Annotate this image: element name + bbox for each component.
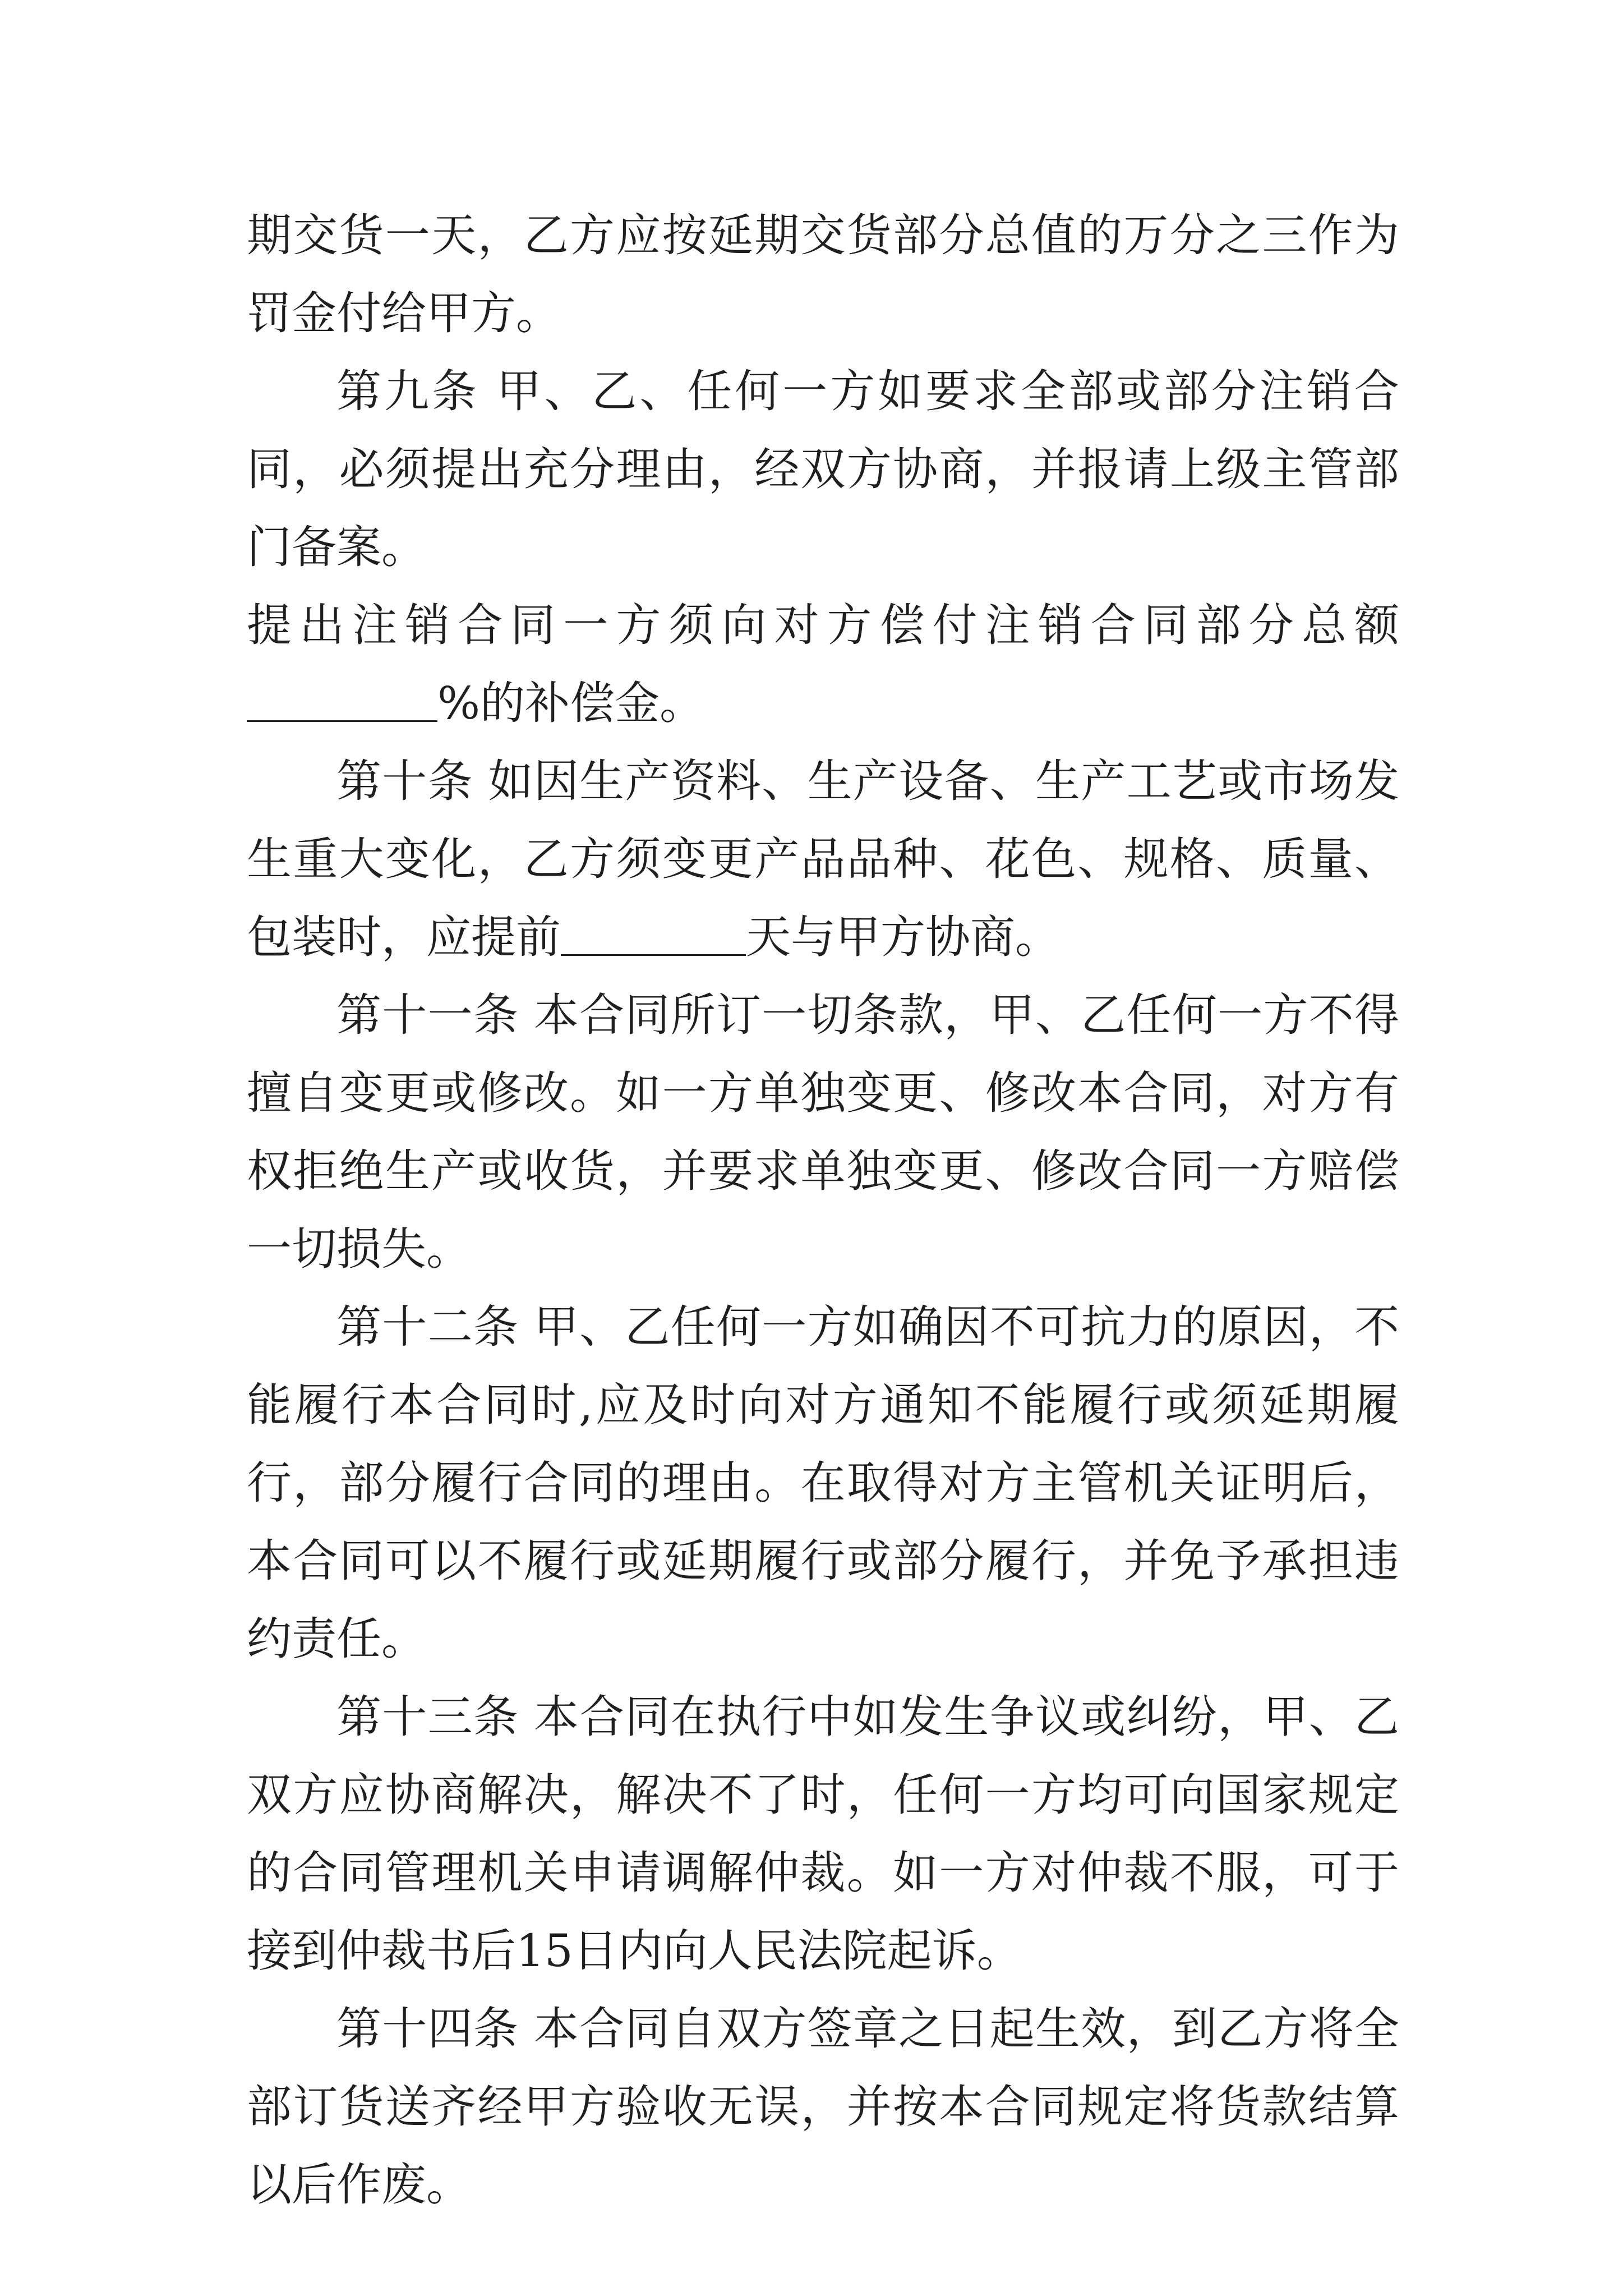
article-10-tail: 天与甲方协商。: [746, 911, 1060, 963]
article-9-compensation-line: 提出注销合同一方须向对方偿付注销合同部分总额: [247, 599, 1399, 651]
paragraph-article-11: 第十一条 本合同所订一切条款，甲、乙任何一方不得擅自变更或修改。如一方单独变更、修改本合同，对方有权拒绝生产或收货，并要求单独变更、修改合同一方赔偿一切损失。: [247, 989, 1399, 1275]
article-9-text: 第九条 甲、乙、任何一方如要求全部或部分注销合同，必须提出充分理由，经双方协商，并报请上级主管部门备案。: [247, 365, 1399, 573]
paragraph-delivery-penalty: 期交货一天，乙方应按延期交货部分总值的万分之三作为罚金付给甲方。: [247, 209, 1399, 339]
notice-days-blank[interactable]: [561, 915, 746, 956]
paragraph-article-14: 第十四条 本合同自双方签章之日起生效，到乙方将全部订货送齐经甲方验收无误，并按本合同规定将货款结算以后作废。: [247, 2003, 1399, 2211]
article-9-tail: %的补偿金。: [437, 677, 705, 729]
paragraph-article-13: 第十三条 本合同在执行中如发生争议或纠纷，甲、乙双方应协商解决，解决不了时，任何一方均可向国家规定的合同管理机关申请调解仲裁。如一方对仲裁不服，可于接到仲裁书后15日内向人民法院起诉。: [247, 1691, 1399, 1977]
article-10-text: 第十条 如因生产资料、生产设备、生产工艺或市场发生重大变化，乙方须变更产品品种、花色、规格、质量、包装时，应提前: [247, 755, 1399, 963]
compensation-percent-blank[interactable]: [247, 681, 437, 722]
paragraph-article-10: [247, 742, 1399, 976]
contract-body: [247, 196, 1399, 2224]
paragraph-article-9-continued: [247, 586, 1399, 742]
paragraph-article-9: [247, 352, 1399, 586]
paragraph-article-12: 第十二条 甲、乙任何一方如确因不可抗力的原因，不能履行本合同时,应及时向对方通知不能履行或须延期履行，部分履行合同的理由。在取得对方主管机关证明后，本合同可以不履行或延期履行或部分履行，并免予承担违约责任。: [247, 1301, 1399, 1665]
